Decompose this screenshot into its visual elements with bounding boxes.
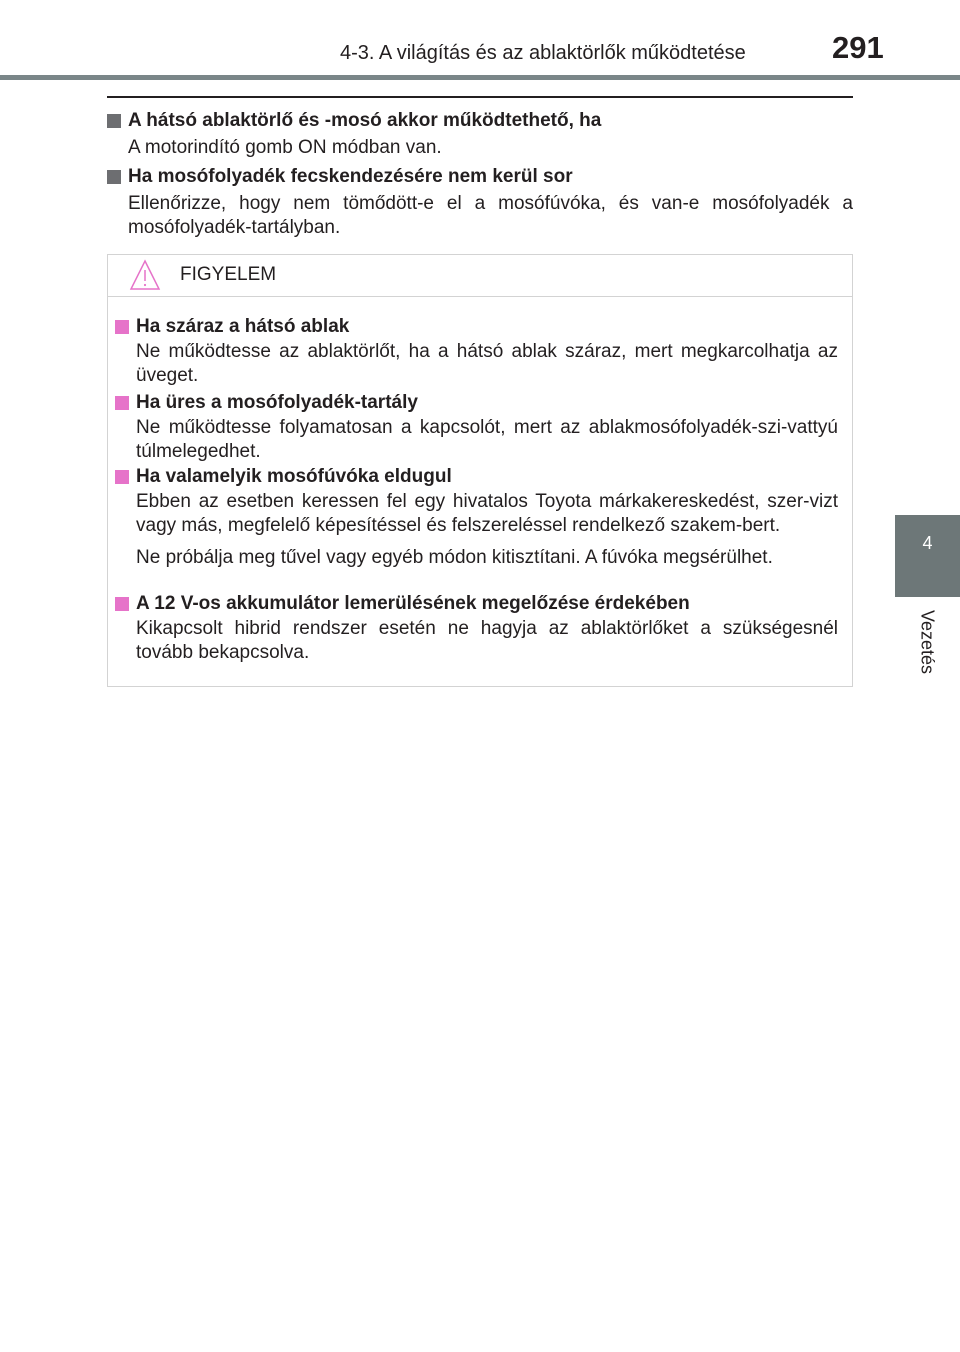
warning-item-clogged-nozzle bbox=[115, 465, 838, 570]
warning-item-body: Ne működtesse az ablaktörlőt, ha a hátsó ablak száraz, mert megkarcolhatja az üveget. bbox=[136, 341, 838, 386]
section-body: A motorindító gomb ON módban van. bbox=[128, 137, 442, 158]
header-rule bbox=[0, 75, 960, 80]
chapter-title: 4-3. A világítás és az ablaktörlők működtetése bbox=[340, 42, 746, 64]
warning-item-empty-tank bbox=[115, 391, 838, 464]
section-washer-not-spraying bbox=[107, 165, 853, 240]
bullet-square-icon bbox=[115, 320, 129, 334]
warning-item-heading-text: Ha száraz a hátsó ablak bbox=[136, 316, 350, 337]
warning-item-heading bbox=[115, 391, 838, 415]
chapter-tab-number: 4 bbox=[922, 533, 933, 553]
warning-triangle-icon bbox=[129, 259, 161, 291]
section-heading-text: Ha mosófolyadék fecskendezésére nem kerül sor bbox=[128, 166, 573, 187]
section-body: Ellenőrizze, hogy nem tömődött-e el a mosófúvóka, és van-e mosófolyadék a mosófolyadék-tartályban. bbox=[128, 193, 853, 238]
warning-item-heading-text: Ha valamelyik mosófúvóka eldugul bbox=[136, 466, 452, 487]
warning-item-battery bbox=[115, 592, 838, 665]
warning-item-body: Kikapcsolt hibrid rendszer esetén ne hagyja az ablaktörlőket a szükségesnél tovább bekapcsolva. bbox=[136, 618, 838, 663]
warning-item-heading-text: Ha üres a mosófolyadék-tartály bbox=[136, 392, 418, 413]
warning-item-body: Ebben az esetben keressen fel egy hivatalos Toyota márkakereskedést, szer-vizt vagy más, megfelelő képesítéssel és felszereléssel rendelkező szakem-bert. bbox=[136, 491, 838, 536]
bullet-square-icon bbox=[115, 470, 129, 484]
bullet-square-icon bbox=[115, 597, 129, 611]
warning-item-heading bbox=[115, 315, 838, 339]
warning-title: FIGYELEM bbox=[180, 264, 277, 285]
section-rear-wiper-operation bbox=[107, 109, 853, 160]
warning-item-heading-text: A 12 V-os akkumulátor lemerülésének megelőzése érdekében bbox=[136, 593, 690, 614]
warning-item-body-extra: Ne próbálja meg tűvel vagy egyéb módon kitisztítani. A fúvóka megsérülhet. bbox=[136, 547, 773, 568]
bullet-square-icon bbox=[107, 170, 121, 184]
warning-header bbox=[108, 255, 852, 297]
warning-item-dry-window bbox=[115, 315, 838, 388]
section-heading bbox=[107, 109, 853, 133]
section-heading-text: A hátsó ablaktörlő és -mosó akkor működtethető, ha bbox=[128, 110, 602, 131]
warning-item-body: Ne működtesse folyamatosan a kapcsolót, mert az ablakmosófolyadék-szi-vattyú túlmelegedhet. bbox=[136, 417, 838, 462]
chapter-tab-label: Vezetés bbox=[917, 609, 938, 675]
warning-item-heading bbox=[115, 465, 838, 489]
chapter-tab bbox=[895, 515, 960, 597]
section-heading bbox=[107, 165, 853, 189]
section-divider bbox=[107, 96, 853, 98]
bullet-square-icon bbox=[107, 114, 121, 128]
warning-item-heading bbox=[115, 592, 838, 616]
page-number: 291 bbox=[832, 30, 884, 65]
bullet-square-icon bbox=[115, 396, 129, 410]
warning-box bbox=[107, 254, 853, 687]
